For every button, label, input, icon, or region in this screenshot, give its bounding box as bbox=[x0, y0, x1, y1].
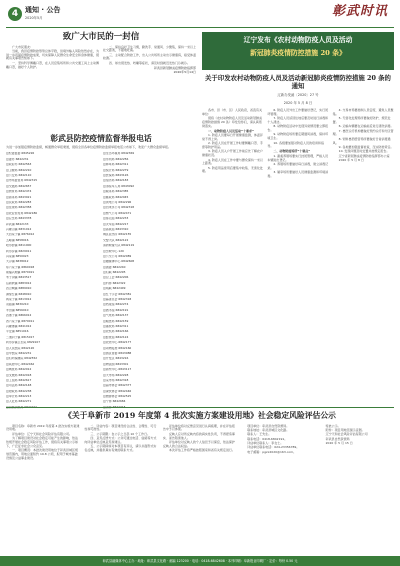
paragraph: 4. 防疫人员在工作中要与群众保持一米以上距离。 bbox=[202, 157, 263, 166]
hotline-entry: 县妇联 6842295 bbox=[103, 271, 126, 275]
notice-title: 关于印发农村动物防疫人员及活动新冠肺炎疫情防控措施 20 条的通知 bbox=[205, 74, 391, 91]
notice-document-number: 辽新办发函〔2020〕27 号 bbox=[277, 92, 319, 97]
hotline-entry: 二道河子镇 6815017 bbox=[6, 335, 35, 339]
hotline-entry: 县开发区 6843216 bbox=[103, 357, 129, 361]
hotline-entry: 四合城镇 6889010 bbox=[6, 287, 32, 291]
hotline-entry: 县财政局 6842238 bbox=[6, 389, 32, 393]
assessment-notice-column bbox=[163, 425, 237, 461]
hotline-entry: 县慈善总会 6842318 bbox=[103, 298, 132, 302]
hotline-entry: 县燃气公司 6842471 bbox=[103, 211, 132, 215]
notice-date: 2020 年 5 月 8 日 bbox=[283, 100, 313, 105]
open-letter-signature: 彰武县新冠肺炎疫情防控指挥部 bbox=[153, 65, 196, 70]
hotline-entry: 县妇幼保健院 6842552 bbox=[6, 357, 38, 361]
paragraph: 4. 交易市场要控制人员密度，避免人员聚集。 bbox=[332, 108, 394, 116]
paragraph: 四、意见反馈方式：公众可通过电话、信函等方式向评估单位反映意见和建议。 bbox=[84, 436, 157, 444]
assessment-notice-column bbox=[320, 425, 394, 461]
paragraph: 电子邮箱：pgzx2020@163.com。 bbox=[247, 449, 297, 454]
hotline-entry: 县司法局 6842148 bbox=[6, 384, 32, 388]
hotline-entry: 西六家子镇 6879011 bbox=[6, 319, 35, 323]
hotline-entry: 苇子沟镇 6843517 bbox=[6, 276, 32, 280]
hotline-entry: 县旅游协会 6842525 bbox=[103, 395, 132, 399]
open-letter-column bbox=[103, 46, 196, 75]
hotline-entry: 县公安局 6842110 bbox=[6, 174, 32, 178]
hotline-entry: 县工信局 6842617 bbox=[6, 378, 32, 382]
paragraph: 5. 无害化处理场所要做好防护，规范处置。 bbox=[332, 116, 391, 124]
hotline-entry: 平安镇 6851016 bbox=[6, 330, 29, 334]
hotline-entry: 丰田镇 6856010 bbox=[6, 308, 29, 312]
hotline-entry: 四堡子镇 6866012 bbox=[6, 314, 32, 318]
paragraph: 联系电话：0418-6842191。 bbox=[247, 436, 288, 441]
open-letter-column bbox=[6, 46, 99, 75]
paragraph: 1. 畜禽养殖场要实行封闭管理，严格人员车辆进出登记。 bbox=[267, 153, 329, 162]
paragraph: 本次评估工作将严格按照国家和省有关规定进行。 bbox=[168, 448, 235, 453]
hotline-entry: 县园区管委 6843088 bbox=[103, 351, 132, 355]
hotline-entry: 县图书馆 6842191 bbox=[103, 308, 129, 312]
section-title: 通知 · 公告 bbox=[25, 6, 61, 14]
hotline-entry: 县政府办 6842563 bbox=[6, 163, 32, 167]
hotline-entry: 兴隆堡镇 6841012 bbox=[6, 324, 32, 328]
page-header bbox=[0, 0, 400, 28]
paragraph: 各市、县（市、区）人民政府，省直有关单位： bbox=[202, 108, 263, 116]
notice-headline-box bbox=[202, 32, 394, 70]
paragraph: 1. 防疫人员要每日开展健康监测，体温异常不得上岗。 bbox=[202, 133, 263, 141]
paragraph: 一、坚持科学佩戴口罩，在人员密集场所和公共交通工具上主动佩戴口罩，做好个人防护。 bbox=[6, 60, 100, 69]
hotline-entry: 县民政局 6842283 bbox=[6, 201, 32, 204]
hotline-entry: 冯家镇 6850023 bbox=[6, 254, 29, 258]
hotline-entry: 县餐饮协会 6842446 bbox=[103, 389, 132, 393]
hotline-entry: 县物流园 6843301 bbox=[103, 362, 129, 366]
hotline-entry: 县卫健局 6842210 bbox=[6, 168, 32, 172]
paragraph: 7. 兽医诊疗机构要做好预约诊疗和分区管理。 bbox=[332, 128, 394, 137]
paragraph: 2. 防疫人员在开展工作时要佩戴口罩、手套等防护用品。 bbox=[202, 141, 263, 150]
hotline-entry: 满堂红镇 6848010 bbox=[6, 292, 32, 296]
hotline-entry: 双庙镇 6830210 bbox=[6, 303, 29, 307]
hotline-entry: 县文旅局 6842018 bbox=[6, 373, 32, 377]
assessment-notice-column bbox=[241, 425, 315, 461]
hotline-entry: 县市场监管局 6842315 bbox=[6, 179, 38, 183]
paragraph: 项目单位：彰武县自然资源局。 bbox=[247, 423, 290, 428]
paragraph: 5. 防疫用品使用后要集中收集、无害化处理。 bbox=[202, 165, 263, 174]
header-rule bbox=[6, 27, 394, 28]
hotline-entry: 县委办 6842231 bbox=[6, 157, 29, 161]
hotline-directory-column bbox=[6, 152, 99, 411]
hotline-entry: 县客运站 6842233 bbox=[103, 217, 129, 221]
hotline-entry: 大四家子镇 6876012 bbox=[6, 233, 35, 237]
hotline-entry: 两家子镇 6813012 bbox=[6, 298, 32, 302]
hotline-entry: 县公交公司 6842089 bbox=[103, 254, 132, 258]
hotline-entry: 县农业农村局 6842186 bbox=[6, 211, 38, 215]
hotline-entry: 县火车站 6842217 bbox=[103, 222, 129, 226]
paragraph: 辽宁天和社会风险评估有限公司 bbox=[325, 432, 368, 437]
paragraph: 为了解项目建设对社会稳定可能产生的影响，依法依规开展社会稳定风险评估工作，现将有关事项公示如下，广泛征求社会公众意见。 bbox=[6, 436, 79, 448]
paragraph: 辽宁省新冠肺炎疫情防控指挥部办公室 bbox=[338, 153, 390, 158]
masthead-logo: 彰武时讯 bbox=[331, 4, 388, 19]
paragraph: 彰武县自然资源局 bbox=[325, 436, 350, 441]
paragraph: 反映人应对所反映内容的真实性负责，不得捏造事实、诬告陷害他人。 bbox=[162, 431, 235, 440]
open-letter-article bbox=[6, 32, 196, 132]
paragraph: 评估单位：辽宁天和社会风险评估有限公司。 bbox=[12, 431, 73, 436]
paragraph: 8. 饲料兽药经营场所要做好日常消毒通风。 bbox=[332, 136, 391, 145]
hotline-entry: 县融媒体中心 6842608 bbox=[103, 260, 135, 264]
hotline-entry: 县纪委监委 6845226 bbox=[6, 152, 35, 156]
page-footer: 彰武县融媒体中心主办 · 地址：彰武县文化路 · 邮编 123200 · 电话：0418-6842608 · 本刊印刷：阜新报业印刷厂 · 定价：每份 0.50 元 bbox=[0, 556, 400, 566]
hotline-title: 彰武县防控疫情监督举报电话 bbox=[50, 134, 152, 143]
hotline-entry: 县经管站 6842124 bbox=[103, 335, 129, 339]
hotline-entry: 县退役军人局 6843092 bbox=[103, 184, 135, 188]
hotline-entry: 县供电公司 6842296 bbox=[103, 201, 132, 204]
paragraph: 二、保持良好卫生习惯，勤洗手、常通风、少聚集，保持一米以上社交距离，不随地吐痰。 bbox=[103, 44, 197, 53]
hotline-entry: 县粮食局 6842159 bbox=[103, 319, 129, 323]
hotline-entry: 县疾控中心 6842462 bbox=[6, 362, 35, 366]
paragraph: 广大市民朋友： bbox=[12, 44, 34, 49]
hotline-entry: 县畜牧局 6842311 bbox=[103, 324, 129, 328]
paragraph: 三、公示期限：自公示之日起 10 个工作日。 bbox=[90, 431, 151, 436]
hotline-entry: 县残联 6842409 bbox=[103, 287, 126, 291]
hotline-entry: 县城管局 6842012 bbox=[6, 368, 32, 372]
open-letter-date: 2020年5月14日 bbox=[173, 70, 196, 75]
hotline-entry: 交警大队 6842122 bbox=[103, 238, 129, 242]
hotline-entry: 县医保局 6843126 bbox=[103, 174, 129, 178]
page-number: 4 bbox=[8, 7, 22, 21]
paragraph: 3. 屠宰场所要做好人员健康监测和环境消毒。 bbox=[267, 169, 329, 178]
notice-article bbox=[202, 74, 394, 404]
paragraph: 联系地址：彰武县城区文化路。 bbox=[247, 428, 290, 433]
paragraph: 现将《农村动物防疫人员及活动新冠肺炎疫情防控措施 20 条》印发给你们，请认真贯彻落实。 bbox=[202, 116, 263, 128]
hotline-entry: 县税务局 6842385 bbox=[103, 190, 129, 194]
assessment-notice-column bbox=[6, 425, 80, 461]
hotline-entry: 县个协 6842684 bbox=[103, 400, 126, 404]
hotline-entry: 县审计局 6842213 bbox=[6, 395, 32, 399]
paragraph: 3. 防疫人员入户开展工作前应先了解农户健康状况。 bbox=[202, 149, 263, 158]
paragraph: 联系人：王先生。 bbox=[247, 432, 272, 437]
hotline-entry: 县动物疫控 6842160 bbox=[103, 346, 132, 350]
notice-column bbox=[267, 109, 328, 179]
hotline-entry: 县信访局 6842183 bbox=[103, 179, 129, 183]
edition-line: 2020年5月 bbox=[25, 16, 43, 20]
hotline-entry: 县住建局 6842358 bbox=[6, 206, 32, 210]
paragraph: 评估单位联系电话：024-23356789。 bbox=[247, 445, 300, 450]
hotline-entry: 县菜市场 6842318 bbox=[103, 378, 129, 382]
hotline-entry: 县自来水公司 6842318 bbox=[103, 206, 135, 210]
hotline-entry: 县人民医院 6842120 bbox=[6, 346, 35, 350]
paragraph: 评估单位将对反馈意见进行认真梳理，并在评估报告中予以体现。 bbox=[162, 423, 235, 432]
paragraph: 9. 动物防疫场所要定期通风消毒，保持环境卫生。 bbox=[267, 132, 329, 141]
hotline-entry: 县商贸中心 6843117 bbox=[103, 368, 132, 372]
section-divider bbox=[6, 407, 394, 408]
hotline-entry: 兴隆山镇 6831012 bbox=[6, 227, 32, 231]
hotline-entry: 消防救援大队 6842119 bbox=[103, 244, 135, 248]
hotline-entry: 阿尔乡镇卫生院 6829107 bbox=[6, 341, 41, 345]
paragraph: 二、评估内容：项目建设的合法性、合理性、可行性和可控性。 bbox=[84, 423, 157, 432]
notice-subheading: 二、动物防疫场所“十要点” bbox=[273, 149, 311, 154]
hotline-entry: 东六家子镇 6860018 bbox=[6, 265, 35, 269]
notice-headline-line: 辽宁发布《农村动物防疫人员及活动 bbox=[243, 36, 353, 44]
notice-headline-line: 新冠肺炎疫情防控措施 20 条》 bbox=[250, 49, 346, 58]
paragraph: 10. 各级要加强对防疫人员的培训和指导。 bbox=[267, 140, 325, 149]
hotline-entry: 前福兴地镇 6870021 bbox=[6, 271, 35, 275]
hotline-entry: 县邮政局 6842045 bbox=[103, 195, 129, 199]
paragraph: 2. 养殖场所要做好每日消毒，建立消毒记录。 bbox=[267, 161, 329, 170]
hotline-entry: 哈尔套镇 6811000 bbox=[6, 244, 32, 248]
hotline-entry: 县人社局 6842271 bbox=[6, 400, 32, 404]
hotline-entry: 大冷镇 6838012 bbox=[6, 260, 29, 264]
paragraph: 项目名称：阜新市 2019 年度第 4 批次实施方案建设用地。 bbox=[6, 423, 80, 432]
paragraph: 评估单位联系人：李女士。 bbox=[247, 441, 284, 446]
hotline-entry: 县档案馆 6842274 bbox=[103, 303, 129, 307]
paragraph: 三、主动配合防控工作，出入公共场所主动出示健康码，接受体温检测。 bbox=[103, 52, 197, 61]
paragraph: 2020 年 5 月 8 日 bbox=[338, 157, 364, 162]
assessment-notice-article bbox=[6, 411, 394, 553]
hotline-article bbox=[6, 134, 196, 404]
hotline-entry: 后新秋镇 6883012 bbox=[6, 281, 32, 285]
hotline-entry: 县科协 6842322 bbox=[103, 281, 126, 285]
hotline-entry: 县急救中心 120 bbox=[103, 249, 124, 253]
hotline-entry: 县总工会 6842206 bbox=[103, 276, 129, 280]
hotline-entry: 县商务局 6843021 bbox=[6, 195, 32, 199]
paragraph: 评估单位对反映人的个人信息予以保密，依法保护反映人的合法权益。 bbox=[162, 439, 235, 448]
hotline-entry: 县团委 6842240 bbox=[103, 265, 126, 269]
assessment-notice-title: 《关于阜新市 2019 年度第 4 批次实施方案建设用地》社会稳定风险评估公示 bbox=[64, 411, 336, 420]
hotline-entry: 县应急局 6843378 bbox=[6, 217, 32, 221]
notice-subheading: 一、动物防疫人员及活动“十要求” bbox=[208, 128, 254, 133]
assessment-notice-column bbox=[84, 425, 158, 461]
hotline-entry: 县教育局 6842474 bbox=[6, 190, 32, 194]
hotline-entry: 县交通局 6842657 bbox=[6, 184, 32, 188]
paragraph: 6. 防疫人员外出工作要做好登记，实行闭环管理。 bbox=[267, 108, 329, 116]
paragraph: 当前，我县疫情防控形势总体平稳，但境外输入风险依然存在，为进一步巩固疫情防控成果，切实保障人民群众生命安全和身体健康，现就有关事项告知如下。 bbox=[6, 48, 100, 61]
hotline-intro: 为进一步加强疫情防控监督，畅通群众举报渠道，现将全县各单位疫情防控监督举报电话公布如下，欢迎广大群众监督举报。 bbox=[6, 144, 172, 149]
hotline-entry: 县中医院 6842231 bbox=[6, 351, 32, 355]
hotline-entry: 县红十字会 6842381 bbox=[103, 292, 132, 296]
hotline-directory-column bbox=[103, 152, 196, 411]
paragraph: 五、公示期间如对本项目有异议，请以书面形式实名反映，并提供真实有效的联系方式。 bbox=[84, 444, 157, 453]
hotline-entry: 县统计局 6842279 bbox=[103, 168, 129, 172]
hotline-entry: 县生态环境局 6842369 bbox=[103, 152, 135, 156]
hotline-entry: 阿尔乡镇 6829011 bbox=[6, 249, 32, 253]
open-letter-title: 致广大市民的一封信 bbox=[62, 32, 140, 42]
hotline-entry: 县高铁站 6843310 bbox=[103, 227, 129, 231]
hotline-entry: 县气象局 6842137 bbox=[103, 314, 129, 318]
hotline-entry: 县林草局 6842311 bbox=[103, 163, 129, 167]
paragraph: 7. 防疫人员返回住地后要及时进行消毒和个人清洁。 bbox=[267, 116, 329, 124]
notice-column bbox=[333, 109, 394, 179]
paragraph: 8. 动物防疫活动中发现异常情况要立即报告。 bbox=[267, 124, 329, 133]
notice-column bbox=[202, 109, 263, 179]
paragraph: 9. 各地要加强监督检查，压实防控责任。 bbox=[338, 144, 394, 149]
paragraph: 特此公示。 bbox=[325, 423, 341, 428]
hotline-entry: 县水利局 6842256 bbox=[103, 157, 129, 161]
assessment-notice-body bbox=[6, 425, 394, 461]
hotline-entry: 县大市场 6842228 bbox=[103, 373, 129, 377]
hotline-entry: 县农技中心 6842177 bbox=[103, 341, 132, 345]
paragraph: 6. 运输车辆要在运输前后进行清洗消毒。 bbox=[338, 124, 394, 129]
hotline-entry: 城区派出所 6842155 bbox=[103, 233, 132, 237]
hotline-entry: 彰武镇 6842133 bbox=[6, 222, 29, 226]
paragraph: 一、项目概况：本批次建设用地位于彰武县城区规划范围内，用地总面积约 19.8 公顷，拟用于城市基础设施及公益事业建设。 bbox=[6, 448, 79, 460]
paragraph: 附件：项目用地范围示意图。 bbox=[325, 428, 365, 433]
hotline-entry: 五峰镇 6858016 bbox=[6, 238, 29, 242]
paragraph: 10. 发现问题及时处置并按规定报告。 bbox=[338, 149, 390, 154]
paragraph: 2020 年 5 月 15 日 bbox=[325, 441, 353, 446]
paragraph: 四、如出现发热、咳嗽等症状，请及时到就近发热门诊就诊。 bbox=[109, 60, 191, 65]
hotline-entry: 县超市协会 6842377 bbox=[103, 384, 132, 388]
hotline-entry: 县农机局 6842166 bbox=[103, 330, 129, 334]
